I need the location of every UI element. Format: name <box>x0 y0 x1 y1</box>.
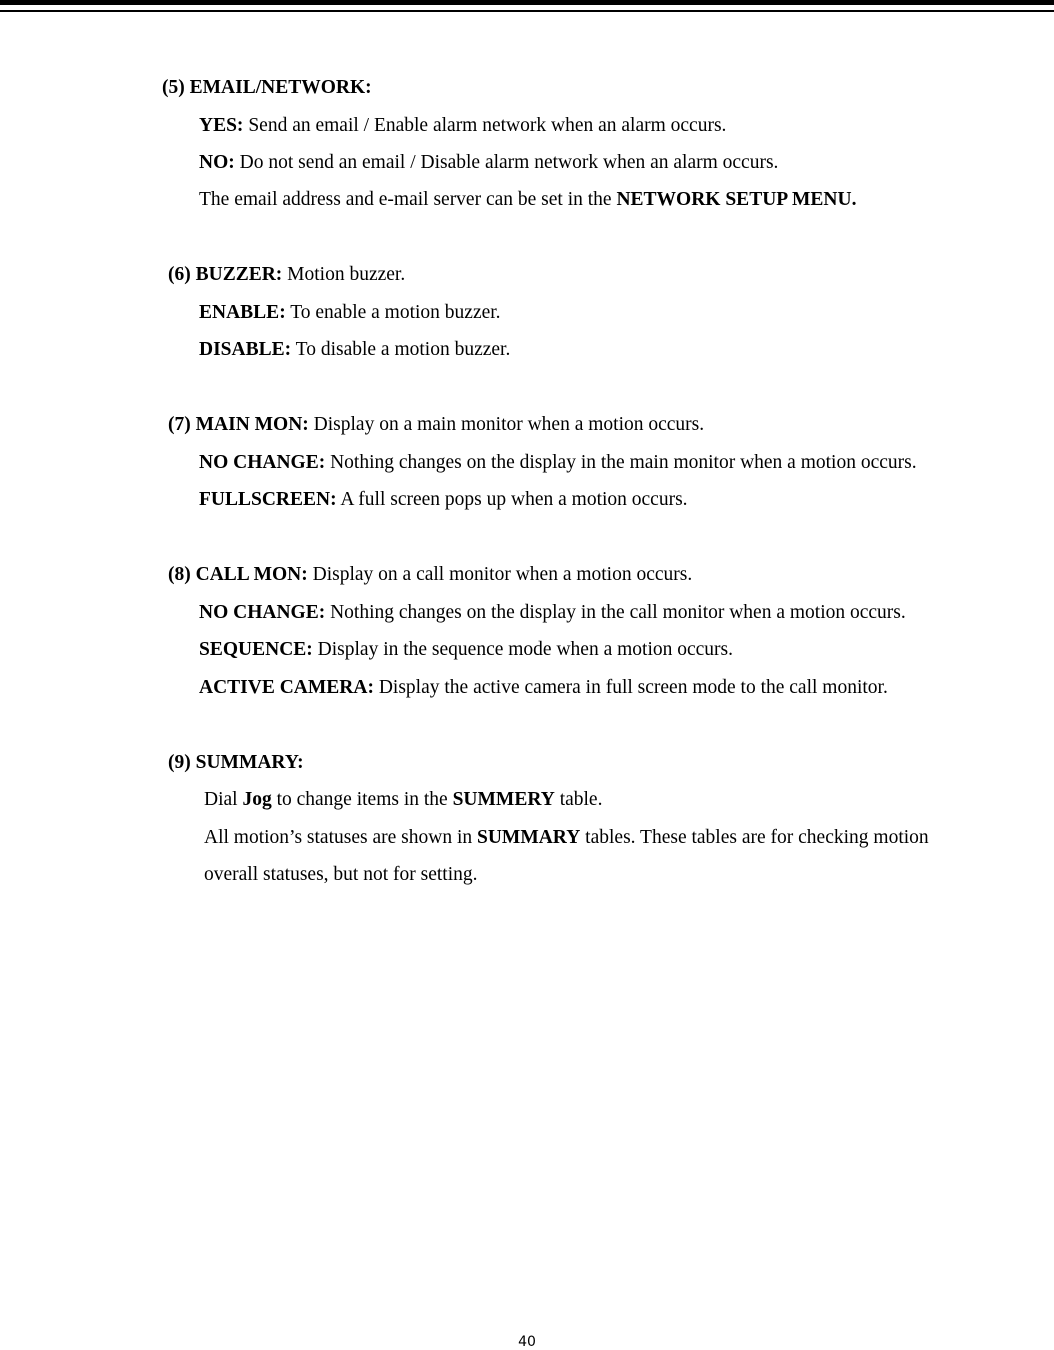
section-heading-call-mon <box>168 563 692 587</box>
option-term: ENABLE: <box>199 302 286 323</box>
option-desc: A full screen pops up when a motion occurs. <box>336 489 688 510</box>
email-network-note <box>199 188 856 212</box>
page-number: 40 <box>518 1334 536 1350</box>
summary-line-1 <box>204 788 602 812</box>
note-text: The email address and e-mail server can be set in the <box>199 189 617 210</box>
summary-table-term: SUMMARY <box>476 827 581 848</box>
option-term: SEQUENCE: <box>199 639 313 660</box>
summary-text: All motion’s statuses are shown in <box>204 827 477 848</box>
section-heading-desc: Display on a main monitor when a motion occurs. <box>308 414 705 435</box>
section-heading-desc: Display on a call monitor when a motion occurs. <box>307 564 693 585</box>
summary-text: Dial <box>204 789 243 810</box>
option-term: NO CHANGE: <box>199 602 326 623</box>
option-active-camera <box>199 676 888 700</box>
section-heading-summary <box>168 751 304 775</box>
summary-line-3 <box>204 863 478 887</box>
summary-text: to change items in the <box>271 789 453 810</box>
section-heading-label: (8) CALL MON: <box>168 564 308 585</box>
option-enable <box>199 301 501 325</box>
option-term: YES: <box>199 115 244 136</box>
option-desc: Send an email / Enable alarm network when an alarm occurs. <box>243 115 727 136</box>
option-desc: Display the active camera in full screen mode to the call monitor. <box>373 677 888 698</box>
header-rule-thin <box>0 10 1054 12</box>
summary-text: table. <box>554 789 603 810</box>
summary-table-term: SUMMERY <box>452 789 555 810</box>
option-fullscreen <box>199 488 688 512</box>
summary-line-2 <box>204 826 929 850</box>
option-desc: Display in the sequence mode when a motion occurs. <box>312 639 734 660</box>
option-desc: To enable a motion buzzer. <box>285 302 501 323</box>
option-term: NO: <box>199 152 235 173</box>
option-no-change-main <box>199 451 917 475</box>
section-heading-label: (7) MAIN MON: <box>168 414 309 435</box>
option-no <box>199 151 778 175</box>
section-heading-email-network <box>162 76 372 100</box>
section-heading-label: (6) BUZZER: <box>168 264 283 285</box>
option-desc: Nothing changes on the display in the call monitor when a motion occurs. <box>325 602 906 623</box>
option-desc: Do not send an email / Disable alarm network when an alarm occurs. <box>234 152 779 173</box>
section-heading-label: (9) SUMMARY: <box>168 752 304 773</box>
header-rule-thick <box>0 0 1054 5</box>
note-menu-reference: NETWORK SETUP MENU. <box>616 189 857 210</box>
option-desc: To disable a motion buzzer. <box>291 339 511 360</box>
summary-text: overall statuses, but not for setting. <box>204 864 478 885</box>
option-term: NO CHANGE: <box>199 452 326 473</box>
section-heading-label: (5) EMAIL/NETWORK: <box>162 77 372 98</box>
section-heading-buzzer <box>168 263 405 287</box>
option-no-change-call <box>199 601 906 625</box>
option-term: DISABLE: <box>199 339 292 360</box>
section-heading-main-mon <box>168 413 704 437</box>
option-term: FULLSCREEN: <box>199 489 337 510</box>
option-sequence <box>199 638 733 662</box>
summary-jog-term: Jog <box>242 789 272 810</box>
option-term: ACTIVE CAMERA: <box>199 677 374 698</box>
option-disable <box>199 338 510 362</box>
summary-text: tables. These tables are for checking motion <box>580 827 929 848</box>
option-desc: Nothing changes on the display in the main monitor when a motion occurs. <box>325 452 917 473</box>
option-yes <box>199 114 726 138</box>
section-heading-desc: Motion buzzer. <box>282 264 406 285</box>
